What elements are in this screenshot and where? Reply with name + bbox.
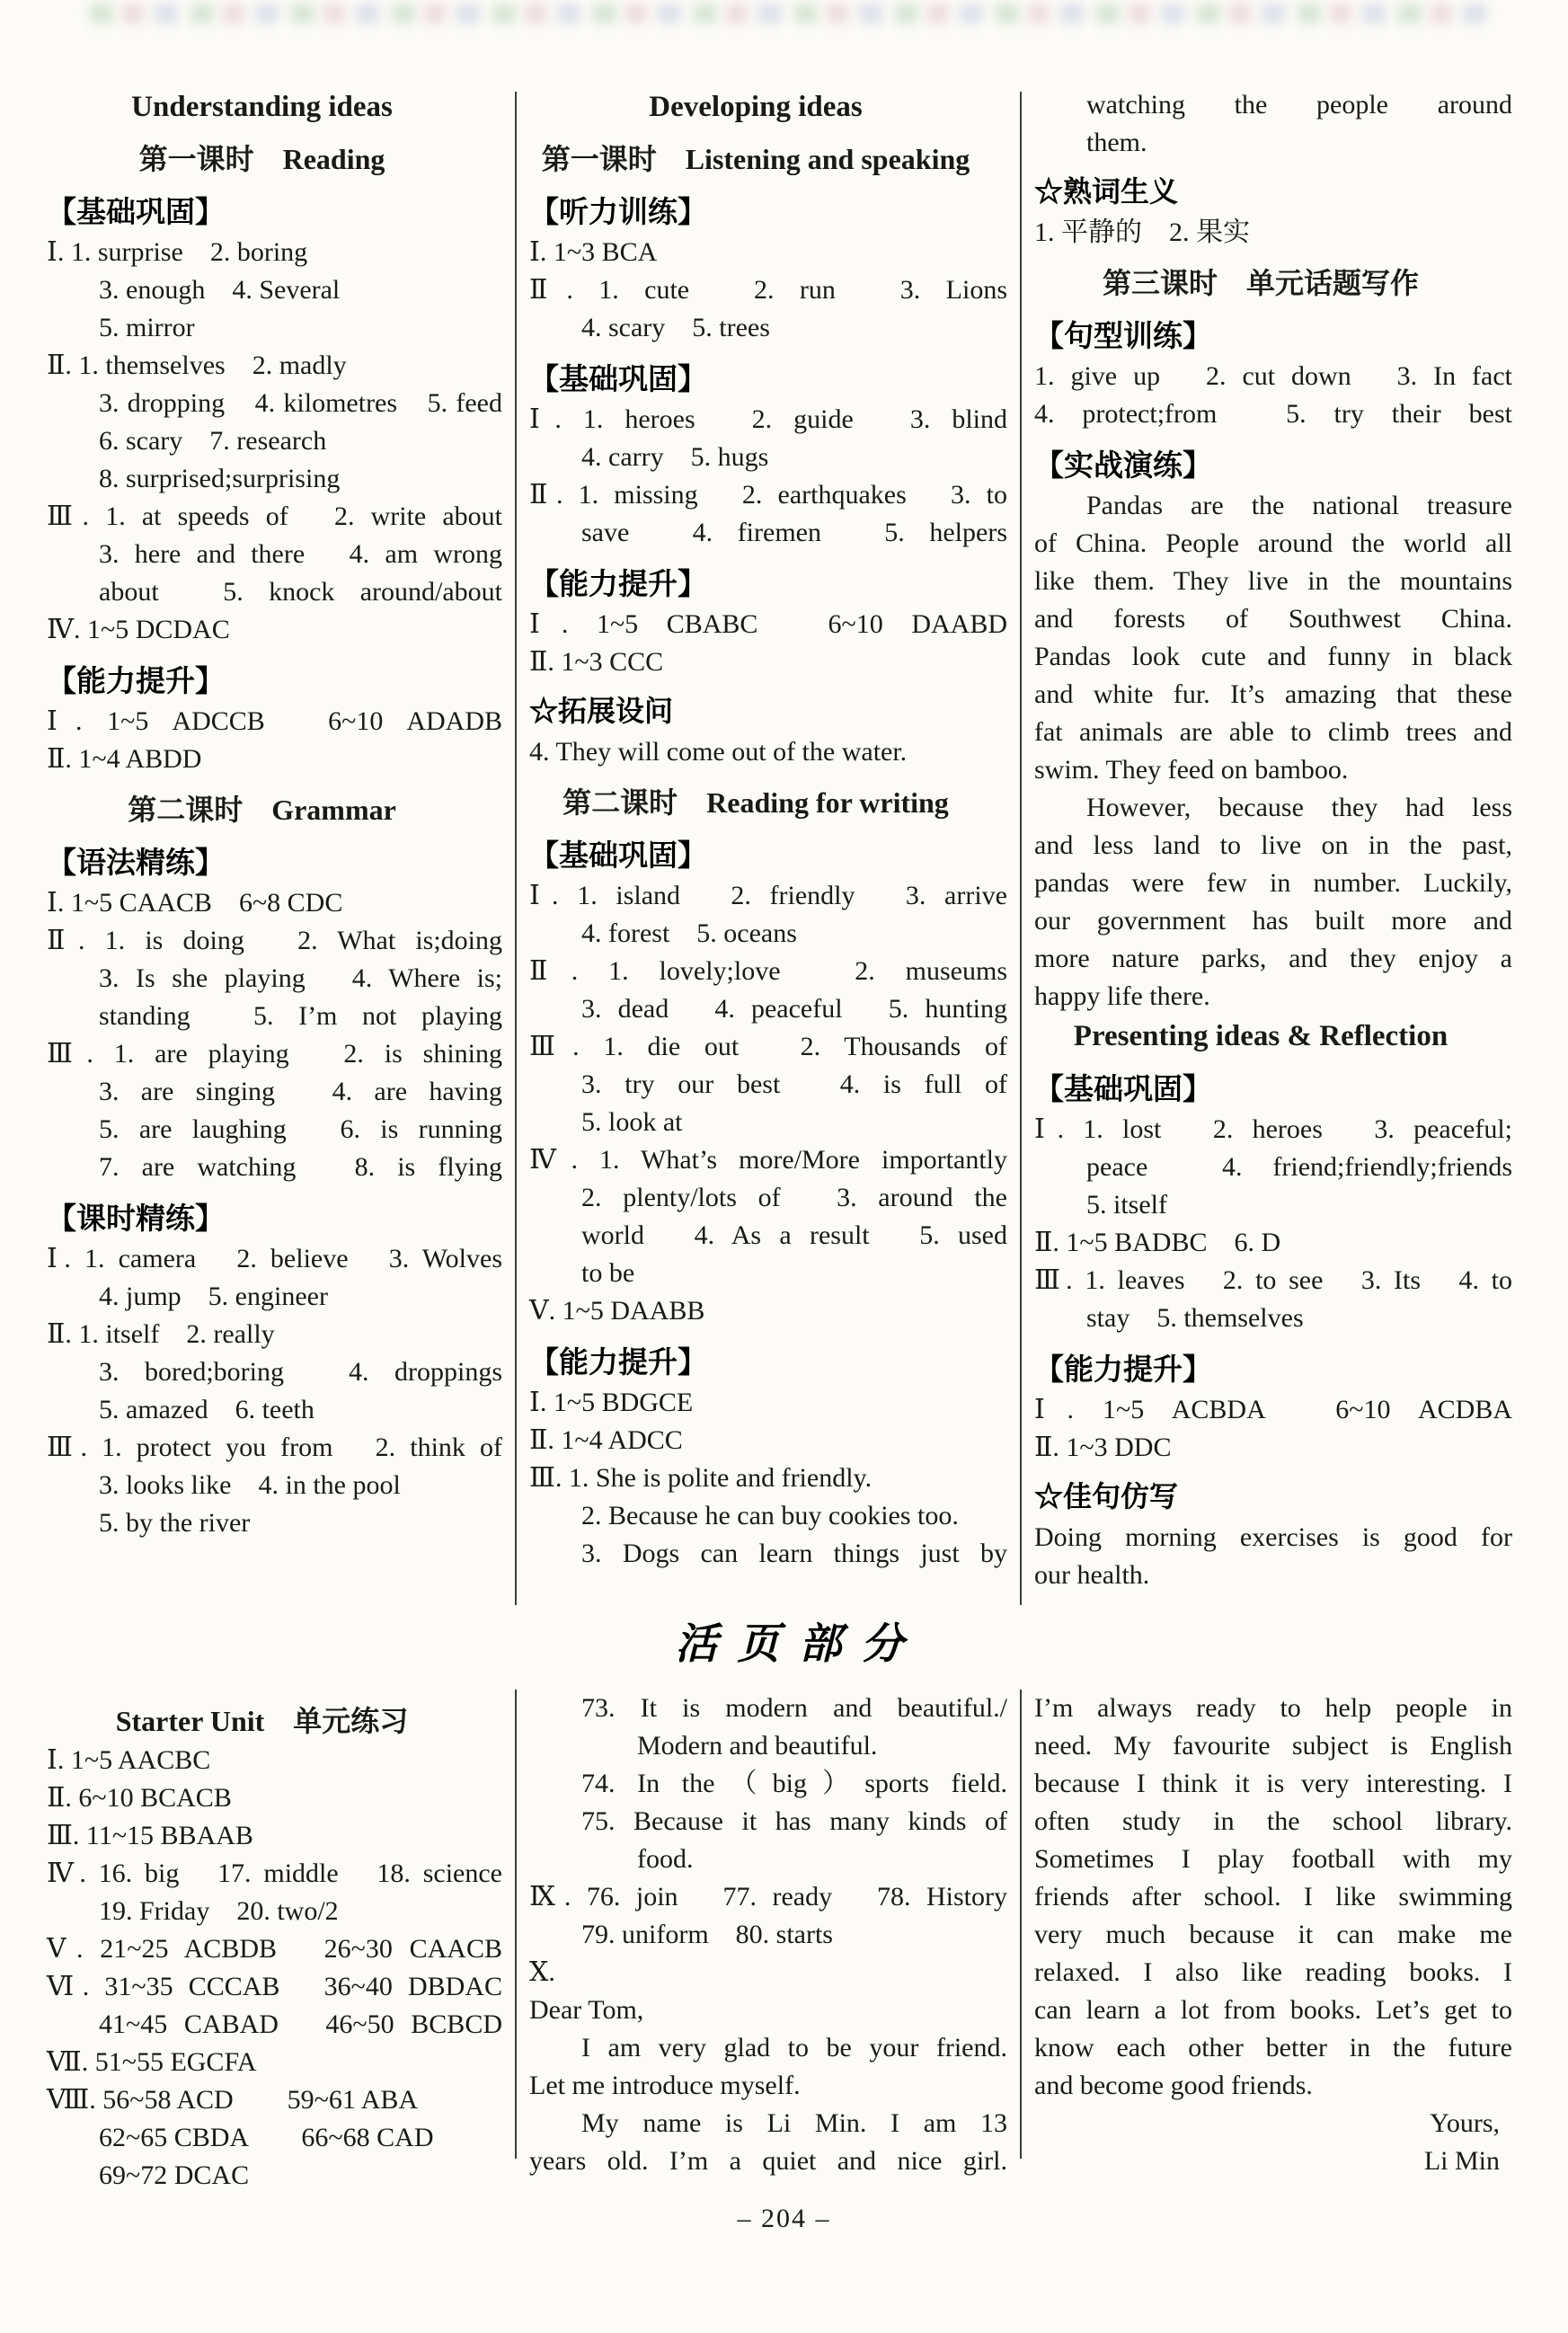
answer-line: know each other better in the future xyxy=(1034,2033,1512,2062)
bracket-header: 【基础巩固】 xyxy=(529,840,707,873)
answer-line: relaxed. I also like reading books. I xyxy=(1034,1957,1512,1987)
answer-line: Sometimes I play football with my xyxy=(1034,1844,1512,1874)
answer-line: 2. plenty/lots of 3. around the xyxy=(581,1183,1007,1212)
answer-line: Ⅰ. 1~3 BCA xyxy=(529,237,658,267)
bracket-header: 【基础巩固】 xyxy=(1034,1074,1212,1106)
answer-line: Ⅰ. 1. lost 2. heroes 3. peaceful; xyxy=(1034,1114,1512,1144)
answer-line: Ⅲ. 1. She is polite and friendly. xyxy=(529,1463,873,1493)
answer-line: because I think it is very interesting. I xyxy=(1034,1769,1512,1798)
answer-line: 2. Because he can buy cookies too. xyxy=(581,1501,959,1530)
answer-line: Pandas are the national treasure xyxy=(1086,491,1512,520)
column-divider-rule xyxy=(1020,1690,1022,2159)
bracket-header: 【能力提升】 xyxy=(529,569,707,601)
answer-line: our government has built more and xyxy=(1034,906,1512,936)
bracket-header: 【能力提升】 xyxy=(1034,1354,1212,1387)
band-title: 活页部分 xyxy=(675,1621,924,1668)
answer-line: Ⅲ. 1. at speeds of 2. write about xyxy=(47,501,502,531)
lesson-title: 第三课时 单元话题写作 xyxy=(1102,267,1419,299)
answer-line: 4. forest 5. oceans xyxy=(581,918,797,948)
answer-line: I am very glad to be your friend. xyxy=(581,2033,1007,2062)
answer-line: very much because it can make me xyxy=(1034,1920,1512,1949)
answer-line: of China. People around the world all xyxy=(1034,528,1512,558)
answer-line: 8. surprised;surprising xyxy=(99,464,341,493)
answer-line: Ⅱ. 1. cute 2. run 3. Lions xyxy=(529,275,1007,305)
top-column-2 xyxy=(529,54,1007,1618)
answer-line: 19. Friday 20. two/2 xyxy=(99,1896,339,1926)
answer-line: Ⅳ. 1~5 DCDAC xyxy=(47,615,230,644)
answer-line: Ⅰ. 1~5 ACBDA 6~10 ACDBA xyxy=(1034,1395,1512,1424)
star-header: ☆佳句仿写 xyxy=(1034,1480,1179,1512)
answer-line: My name is Li Min. I am 13 xyxy=(581,2108,1007,2138)
answer-line: 1. 平静的 2. 果实 xyxy=(1034,217,1250,247)
answer-line: 3. looks like 4. in the pool xyxy=(99,1470,401,1500)
answer-line: However, because they had less xyxy=(1086,793,1512,822)
answer-line: Ⅱ. 1~3 CCC xyxy=(529,647,664,677)
answer-line: Ⅳ. 1. What’s more/More importantly xyxy=(529,1145,1007,1175)
bracket-header: 【语法精练】 xyxy=(47,847,225,880)
bracket-header: 【基础巩固】 xyxy=(47,197,225,229)
answer-line: them. xyxy=(1086,128,1147,157)
answer-line: Ⅲ. 1. die out 2. Thousands of xyxy=(529,1032,1007,1061)
answer-line: Modern and beautiful. xyxy=(637,1731,878,1761)
lesson-title: Starter Unit 单元练习 xyxy=(115,1705,409,1737)
answer-line: Ⅴ. 21~25 ACBDB 26~30 CAACB xyxy=(47,1934,502,1964)
answer-line: 5. amazed 6. teeth xyxy=(99,1395,314,1424)
bracket-header: 【课时精练】 xyxy=(47,1203,225,1236)
answer-line: friends after school. I like swimming xyxy=(1034,1882,1512,1912)
section-title: Developing ideas xyxy=(649,91,863,123)
answer-line: stay 5. themselves xyxy=(1086,1303,1304,1333)
answer-line: our health. xyxy=(1034,1560,1150,1590)
answer-line: 74. In the（big）sports field. xyxy=(581,1769,1007,1798)
answer-line: Ⅰ. 1~5 ADCCB 6~10 ADADB xyxy=(47,706,502,736)
answer-line: more nature parks, and they enjoy a xyxy=(1034,944,1512,973)
answer-line: Pandas look cute and funny in black xyxy=(1034,642,1512,671)
answer-line: 3. dead 4. peaceful 5. hunting xyxy=(581,994,1007,1024)
answer-line: Ⅱ. 1. missing 2. earthquakes 3. to xyxy=(529,480,1007,510)
answer-line: and white fur. It’s amazing that these xyxy=(1034,679,1512,709)
answer-line: 79. uniform 80. starts xyxy=(581,1920,833,1949)
top-column-3 xyxy=(1034,54,1512,1618)
answer-line: Ⅱ. 1. themselves 2. madly xyxy=(47,350,347,380)
answer-line: Ⅸ. 76. join 77. ready 78. History xyxy=(529,1882,1007,1912)
answer-line: Ⅱ. 1. lovely;love 2. museums xyxy=(529,956,1007,986)
answer-line: 3. dropping 4. kilometres 5. feed xyxy=(99,388,502,418)
signature-line: Li Min xyxy=(1423,2146,1500,2176)
signature-line: Yours, xyxy=(1430,2108,1500,2138)
answer-line: 4. scary 5. trees xyxy=(581,313,770,342)
answer-line: Ⅶ. 51~55 EGCFA xyxy=(47,2047,257,2077)
answer-line: 5. are laughing 6. is running xyxy=(99,1114,502,1144)
answer-line: 5. by the river xyxy=(99,1508,251,1538)
answer-line: Ⅰ. 1~5 AACBC xyxy=(47,1745,211,1775)
column-divider-rule xyxy=(515,92,517,1605)
answer-line: Dear Tom, xyxy=(529,1995,644,2025)
answer-line: Ⅱ. 1~3 DDC xyxy=(1034,1433,1172,1462)
answer-line: Ⅰ. 1. heroes 2. guide 3. blind xyxy=(529,404,1007,434)
answer-line: 3. bored;boring 4. droppings xyxy=(99,1357,502,1387)
answer-line: food. xyxy=(637,1844,694,1874)
answer-line: Ⅲ. 1. are playing 2. is shining xyxy=(47,1039,502,1069)
section-title: Presenting ideas & Reflection xyxy=(1073,1020,1448,1052)
answer-line: Ⅱ. 6~10 BCACB xyxy=(47,1783,232,1813)
answer-line: 4. They will come out of the water. xyxy=(529,737,908,767)
answer-line: Ⅹ. xyxy=(529,1957,555,1987)
answer-line: 5. look at xyxy=(581,1107,683,1137)
answer-line: 3. here and there 4. am wrong xyxy=(99,539,502,569)
answer-line: and less land to live on in the past, xyxy=(1034,830,1512,860)
answer-line: peace 4. friend;friendly;friends xyxy=(1086,1152,1512,1182)
section-title: Understanding ideas xyxy=(131,91,393,123)
answer-line: years old. I’m a quiet and nice girl. xyxy=(529,2146,1007,2176)
answer-line: I’m always ready to help people in xyxy=(1034,1693,1512,1723)
page-number: – 204 – xyxy=(737,2204,831,2233)
top-column-1 xyxy=(47,54,502,1618)
answer-line: 5. itself xyxy=(1086,1190,1167,1220)
answer-line: 41~45 CABAD 46~50 BCBCD xyxy=(99,2009,502,2039)
answer-line: 4. carry 5. hugs xyxy=(581,442,769,472)
answer-line: swim. They feed on bamboo. xyxy=(1034,755,1349,785)
answer-line: about 5. knock around/about xyxy=(99,577,502,607)
answer-line: Ⅱ. 1. itself 2. really xyxy=(47,1319,275,1349)
answer-line: 3. Is she playing 4. Where is; xyxy=(99,963,502,993)
top-section xyxy=(47,54,1532,1618)
column-divider-rule xyxy=(1020,92,1022,1605)
answer-line: and forests of Southwest China. xyxy=(1034,604,1512,634)
answer-line: Ⅳ. 16. big 17. middle 18. science xyxy=(47,1858,502,1888)
bottom-column-3 xyxy=(1034,1690,1512,2195)
star-header: ☆熟词生义 xyxy=(1034,175,1179,208)
answer-line: Ⅵ. 31~35 CCCAB 36~40 DBDAC xyxy=(47,1972,502,2001)
answer-line: Let me introduce myself. xyxy=(529,2071,801,2100)
answer-line: Ⅴ. 1~5 DAABB xyxy=(529,1296,705,1326)
bracket-header: 【句型训练】 xyxy=(1034,321,1212,353)
answer-line: 4. protect;from 5. try their best xyxy=(1034,399,1512,429)
lesson-title: 第二课时 Reading for writing xyxy=(563,786,949,819)
lesson-title: 第二课时 Grammar xyxy=(128,794,396,826)
answer-line: Ⅰ. 1~5 CBABC 6~10 DAABD xyxy=(529,609,1007,639)
bracket-header: 【实战演练】 xyxy=(1034,450,1212,483)
answer-line: Ⅰ. 1~5 BDGCE xyxy=(529,1388,694,1417)
answer-line: happy life there. xyxy=(1034,981,1210,1011)
answer-line: Doing morning exercises is good for xyxy=(1034,1522,1512,1552)
answer-line: 6. scary 7. research xyxy=(99,426,327,456)
answer-line: Ⅲ. 1. protect you from 2. think of xyxy=(47,1433,502,1462)
bracket-header: 【能力提升】 xyxy=(529,1347,707,1379)
bracket-header: 【基础巩固】 xyxy=(529,364,707,396)
answer-line: fat animals are able to climb trees and xyxy=(1034,717,1512,747)
answer-line: 3. Dogs can learn things just by xyxy=(581,1539,1007,1568)
lesson-title: 第一课时 Reading xyxy=(138,143,385,175)
answer-line: 69~72 DCAC xyxy=(99,2160,250,2190)
answer-line: standing 5. I’m not playing xyxy=(99,1001,502,1031)
answer-line: often study in the school library. xyxy=(1034,1806,1512,1836)
answer-line: watching the people around xyxy=(1086,90,1512,120)
answer-line: to be xyxy=(581,1258,635,1288)
answer-line: Ⅰ. 1. surprise 2. boring xyxy=(47,237,308,267)
answer-line: like them. They live in the mountains xyxy=(1034,566,1512,596)
answer-line: can learn a lot from books. Let’s get to xyxy=(1034,1995,1512,2025)
answer-line: 3. are singing 4. are having xyxy=(99,1077,502,1106)
answer-line: and become good friends. xyxy=(1034,2071,1313,2100)
answer-line: 75. Because it has many kinds of xyxy=(581,1806,1007,1836)
answer-line: Ⅰ. 1. island 2. friendly 3. arrive xyxy=(529,881,1007,910)
answer-line: Ⅱ. 1~4 ADCC xyxy=(529,1425,683,1455)
answer-line: 3. enough 4. Several xyxy=(99,275,341,305)
answer-line: Ⅲ. 11~15 BBAAB xyxy=(47,1821,253,1850)
bottom-column-2 xyxy=(529,1690,1007,2195)
answer-line: Ⅲ. 1. leaves 2. to see 3. Its 4. to xyxy=(1034,1265,1512,1295)
answer-line: Ⅱ. 1~4 ABDD xyxy=(47,744,202,774)
answer-line: 3. try our best 4. is full of xyxy=(581,1069,1007,1099)
answer-line: Ⅰ. 1~5 CAACB 6~8 CDC xyxy=(47,888,343,918)
answer-line: 5. mirror xyxy=(99,313,195,342)
answer-line: 73. It is modern and beautiful./ xyxy=(581,1693,1007,1723)
answer-line: need. My favourite subject is English xyxy=(1034,1731,1512,1761)
answer-line: 7. are watching 8. is flying xyxy=(99,1152,502,1182)
bottom-section xyxy=(47,1690,1532,2195)
lesson-title: 第一课时 Listening and speaking xyxy=(541,143,970,175)
bracket-header: 【听力训练】 xyxy=(529,197,707,229)
scan-bleed-artifact xyxy=(90,4,1492,23)
answer-line: Ⅰ. 1. camera 2. believe 3. Wolves xyxy=(47,1244,502,1273)
answer-line: 4. jump 5. engineer xyxy=(99,1282,328,1311)
answer-line: 1. give up 2. cut down 3. In fact xyxy=(1034,361,1512,391)
column-divider-rule xyxy=(515,1690,517,2159)
answer-line: Ⅷ. 56~58 ACD 59~61 ABA xyxy=(47,2085,419,2115)
star-header: ☆拓展设问 xyxy=(529,695,674,727)
bottom-column-1 xyxy=(47,1690,502,2195)
answer-line: Ⅱ. 1. is doing 2. What is;doing xyxy=(47,926,502,955)
answer-line: world 4. As a result 5. used xyxy=(581,1220,1007,1250)
bracket-header: 【能力提升】 xyxy=(47,666,225,698)
answer-line: pandas were few in number. Luckily, xyxy=(1034,868,1512,898)
answer-line: 62~65 CBDA 66~68 CAD xyxy=(99,2123,434,2152)
answer-line: save 4. firemen 5. helpers xyxy=(581,518,1007,547)
answer-line: Ⅱ. 1~5 BADBC 6. D xyxy=(1034,1228,1281,1257)
